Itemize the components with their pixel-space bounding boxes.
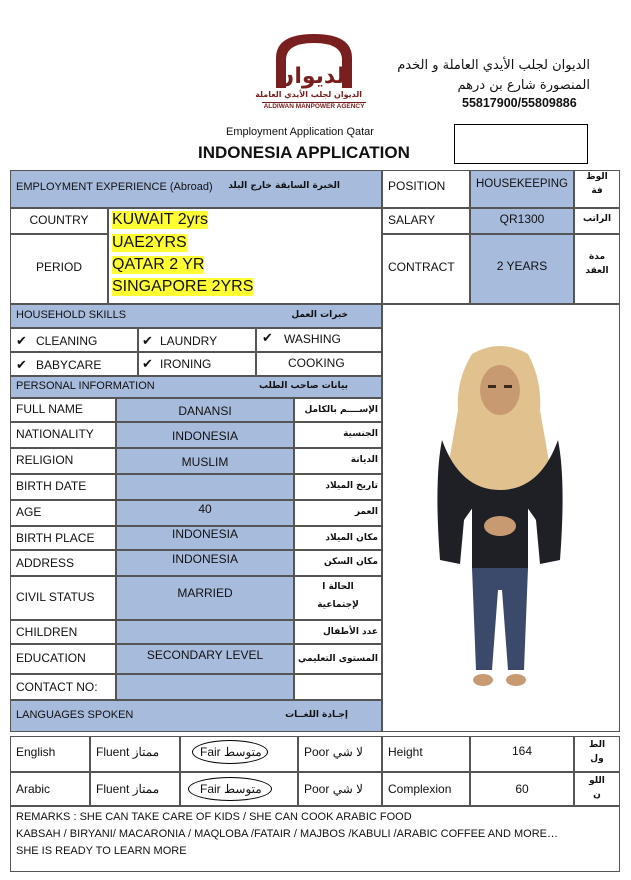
skill-cleaning: CLEANING: [36, 334, 98, 348]
applicant-photo: [420, 340, 580, 710]
check-icon: ✔: [142, 333, 153, 348]
complexion-value: 60: [515, 782, 529, 796]
address-label-ar: مكان السكن: [324, 557, 378, 567]
position-label-ar-1: الوظ: [586, 172, 608, 182]
contact-label: CONTACT NO:: [16, 680, 98, 694]
arabic-fair-option: Fair متوسط: [200, 782, 262, 796]
experience-line-1: KUWAIT 2yrs: [112, 211, 209, 228]
height-label-ar-2: ول: [590, 754, 604, 764]
skill-babycare: BABYCARE: [36, 358, 102, 372]
languages-label: LANGUAGES SPOKEN: [16, 709, 134, 721]
address-value: INDONESIA: [171, 552, 238, 566]
complexion-label-ar-1: اللو: [589, 776, 605, 786]
form-subtitle: Employment Application Qatar: [226, 126, 374, 138]
children-label: CHILDREN: [16, 625, 78, 639]
logo-wordmark: الديوان: [275, 64, 353, 89]
civil-status-label-ar-2: لإجتماعية: [317, 600, 359, 610]
nationality-label: NATIONALITY: [16, 427, 94, 441]
height-value: 164: [511, 744, 533, 758]
children-label-ar: عدد الأطفال: [322, 627, 378, 637]
birth-place-label-ar: مكان الميلاد: [325, 533, 378, 543]
skill-cooking: COOKING: [288, 356, 345, 370]
remarks-line-3: SHE IS READY TO LEARN MORE: [16, 845, 187, 857]
experience-label-ar: الخبرة السابقة خارج البلد: [228, 181, 340, 191]
table-cell: [116, 474, 294, 500]
full-name-label-ar: الإســــم بالكامل: [304, 405, 378, 415]
skills-label: HOUSEHOLD SKILLS: [16, 309, 127, 321]
position-value: HOUSEKEEPING: [475, 178, 569, 190]
experience-label: EMPLOYMENT EXPERIENCE (Abroad): [16, 181, 213, 193]
civil-status-label: CIVIL STATUS: [16, 590, 95, 604]
birth-date-label: BIRTH DATE: [16, 479, 87, 493]
experience-line-4: SINGAPORE 2YRS: [112, 278, 254, 295]
country-label: COUNTRY: [29, 213, 89, 227]
complexion-label: Complexion: [388, 782, 452, 796]
education-value: SECONDARY LEVEL: [146, 648, 264, 662]
salary-label-ar: الراتب: [582, 214, 612, 224]
contract-label: CONTRACT: [388, 260, 455, 274]
check-icon: ✔: [142, 356, 153, 371]
logo-arabic-caption: الديوان لجلب الأيدي العاملة: [255, 90, 362, 99]
table-cell: [116, 620, 294, 644]
arabic-poor-option: Poor لا شي: [304, 782, 363, 796]
experience-line-3: QATAR 2 YR: [112, 256, 205, 273]
full-name-label: FULL NAME: [16, 402, 83, 416]
contract-value: 2 YEARS: [496, 259, 548, 273]
experience-line-2: UAE2YRS: [112, 234, 187, 251]
remarks-line-1: REMARKS : SHE CAN TAKE CARE OF KIDS / SHE CAN COOK ARABIC FOOD: [16, 811, 412, 823]
birth-place-value: INDONESIA: [171, 527, 238, 541]
complexion-label-ar-2: ن: [593, 790, 601, 800]
religion-label: RELIGION: [16, 453, 74, 467]
skills-label-ar: خبرات العمل: [291, 310, 348, 320]
form-title: INDONESIA APPLICATION: [198, 143, 410, 162]
language-english: English: [16, 745, 56, 759]
address-label: ADDRESS: [16, 556, 75, 570]
english-poor-option: Poor لا شي: [304, 745, 363, 759]
salary-label: SALARY: [388, 213, 436, 227]
logo-english-caption: ALDIWAN MANPOWER AGENCY: [263, 103, 365, 110]
arabic-fluent-option: Fluent ممتاز: [96, 782, 160, 796]
languages-label-ar: إجـادة اللغــات: [285, 710, 348, 720]
age-label-ar: العمر: [354, 507, 378, 517]
nationality-value: INDONESIA: [171, 429, 238, 443]
skill-washing: WASHING: [284, 332, 341, 346]
birth-place-label: BIRTH PLACE: [16, 531, 95, 545]
check-icon: ✔: [16, 333, 27, 348]
table-cell: [294, 674, 382, 700]
personal-label-ar: بيانات صاحب الطلب: [258, 381, 348, 391]
period-label: PERIOD: [35, 260, 82, 274]
nationality-label-ar: الجنسية: [343, 429, 378, 439]
agency-logo: [255, 28, 366, 114]
age-value: 40: [198, 502, 212, 516]
contract-label-ar-1: مدة: [588, 252, 606, 262]
age-label: AGE: [16, 505, 42, 519]
salary-value: QR1300: [499, 212, 545, 226]
english-fluent-option: Fluent ممتاز: [96, 745, 160, 759]
check-icon: ✔: [262, 330, 273, 345]
reference-box: [454, 124, 588, 164]
religion-label-ar: الديانة: [350, 455, 378, 465]
civil-status-label-ar: الحالة ا: [322, 582, 354, 592]
position-label: POSITION: [388, 179, 446, 193]
civil-status-value: MARRIED: [177, 586, 233, 600]
personal-label: PERSONAL INFORMATION: [16, 380, 155, 392]
position-label-ar-2: فة: [591, 186, 603, 196]
agency-arabic-line2: المنصورة شارع بن درهم: [457, 78, 590, 93]
height-label: Height: [388, 745, 423, 759]
table-cell: [116, 674, 294, 700]
agency-phones: 55817900/55809886: [462, 96, 577, 110]
education-label: EDUCATION: [16, 651, 86, 665]
full-name-value: DANANSI: [178, 404, 232, 418]
contract-label-ar-2: العقد: [585, 266, 609, 276]
religion-value: MUSLIM: [181, 455, 229, 469]
remarks-line-2: KABSAH / BIRYANI/ MACARONIA / MAQLOBA /FATAIR / MAJBOS /KABULI /ARABIC COFFEE AND MORE…: [16, 828, 558, 840]
skill-ironing: IRONING: [160, 357, 212, 371]
english-fair-option: Fair متوسط: [200, 745, 262, 759]
education-label-ar: المستوى التعليمي: [297, 654, 378, 664]
skill-laundry: LAUNDRY: [160, 334, 218, 348]
language-arabic: Arabic: [16, 782, 51, 796]
birth-date-label-ar: تاريخ الميلاد: [325, 481, 378, 491]
check-icon: ✔: [16, 357, 27, 372]
height-label-ar-1: الط: [588, 740, 606, 750]
agency-arabic-line1: الديوان لجلب الأيدي العاملة و الخدم: [397, 58, 590, 73]
